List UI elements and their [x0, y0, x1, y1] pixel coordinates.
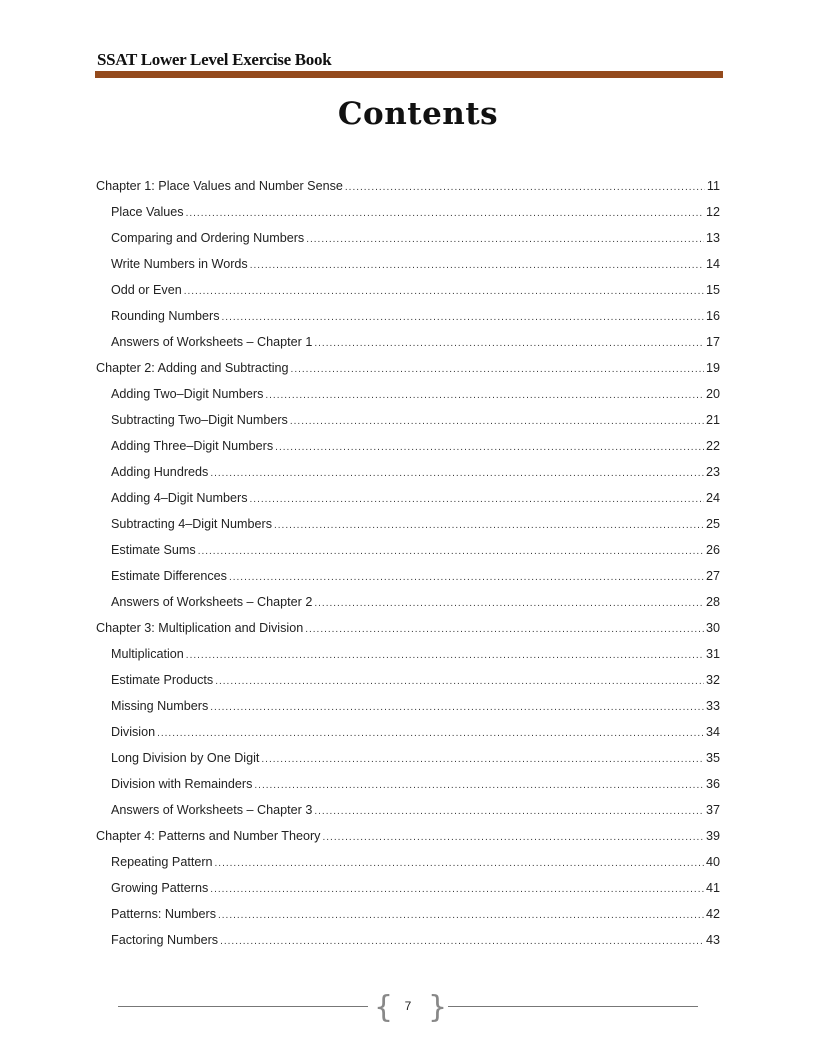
toc-entry-page: 14	[705, 257, 720, 271]
toc-dot-leader	[305, 617, 704, 643]
toc-dot-leader	[184, 279, 704, 305]
toc-section-entry[interactable]	[111, 199, 720, 225]
toc-dot-leader	[210, 695, 704, 721]
toc-entry-label: Answers of Worksheets – Chapter 2	[111, 595, 313, 609]
toc-entry-page: 27	[705, 569, 720, 583]
toc-dot-leader	[290, 409, 704, 435]
toc-dot-leader	[215, 851, 704, 877]
toc-entry-label: Multiplication	[111, 647, 184, 661]
toc-section-entry[interactable]	[111, 719, 720, 745]
toc-section-entry[interactable]	[111, 901, 720, 927]
toc-entry-page: 39	[705, 829, 720, 843]
toc-section-entry[interactable]	[111, 745, 720, 771]
toc-entry-page: 37	[705, 803, 720, 817]
toc-chapter-entry[interactable]	[96, 173, 720, 199]
toc-section-entry[interactable]	[111, 277, 720, 303]
toc-section-entry[interactable]	[111, 433, 720, 459]
toc-dot-leader	[254, 773, 704, 799]
toc-dot-leader	[322, 825, 704, 851]
toc-dot-leader	[265, 383, 704, 409]
toc-entry-label: Estimate Differences	[111, 569, 227, 583]
toc-section-entry[interactable]	[111, 797, 720, 823]
toc-section-entry[interactable]	[111, 693, 720, 719]
toc-entry-label: Answers of Worksheets – Chapter 3	[111, 803, 313, 817]
toc-dot-leader	[222, 305, 704, 331]
toc-entry-label: Estimate Products	[111, 673, 214, 687]
toc-section-entry[interactable]	[111, 251, 720, 277]
toc-dot-leader	[198, 539, 704, 565]
toc-entry-label: Division	[111, 725, 156, 739]
toc-dot-leader	[274, 513, 704, 539]
toc-entry-label: Rounding Numbers	[111, 309, 220, 323]
toc-entry-label: Adding 4–Digit Numbers	[111, 491, 248, 505]
toc-entry-page: 17	[705, 335, 720, 349]
toc-entry-label: Division with Remainders	[111, 777, 253, 791]
toc-entry-page: 22	[705, 439, 720, 453]
toc-entry-page: 35	[705, 751, 720, 765]
toc-entry-page: 42	[705, 907, 720, 921]
toc-entry-page: 41	[705, 881, 720, 895]
footer-bracket-right: }	[428, 990, 448, 1025]
toc-entry-page: 24	[705, 491, 720, 505]
toc-entry-page: 11	[706, 179, 720, 193]
toc-entry-label: Subtracting 4–Digit Numbers	[111, 517, 272, 531]
toc-section-entry[interactable]	[111, 381, 720, 407]
toc-entry-page: 33	[705, 699, 720, 713]
toc-dot-leader	[215, 669, 704, 695]
toc-entry-page: 43	[705, 933, 720, 947]
toc-entry-page: 23	[705, 465, 720, 479]
toc-dot-leader	[210, 461, 704, 487]
toc-entry-label: Chapter 2: Adding and Subtracting	[96, 361, 289, 375]
toc-entry-label: Chapter 1: Place Values and Number Sense	[96, 179, 343, 193]
toc-entry-label: Adding Hundreds	[111, 465, 209, 479]
toc-entry-page: 34	[705, 725, 720, 739]
toc-section-entry[interactable]	[111, 459, 720, 485]
toc-entry-page: 36	[705, 777, 720, 791]
toc-entry-page: 30	[705, 621, 720, 635]
toc-entry-page: 25	[705, 517, 720, 531]
toc-dot-leader	[314, 331, 704, 357]
toc-entry-label: Repeating Pattern	[111, 855, 213, 869]
toc-section-entry[interactable]	[111, 771, 720, 797]
toc-entry-page: 12	[705, 205, 720, 219]
toc-dot-leader	[229, 565, 704, 591]
toc-entry-label: Chapter 3: Multiplication and Division	[96, 621, 304, 635]
toc-entry-page: 28	[705, 595, 720, 609]
header-title: SSAT Lower Level Exercise Book	[97, 50, 332, 69]
toc-section-entry[interactable]	[111, 303, 720, 329]
toc-entry-page: 15	[705, 283, 720, 297]
page-title: Contents	[337, 96, 499, 132]
toc-section-entry[interactable]	[111, 537, 720, 563]
toc-dot-leader	[275, 435, 704, 461]
toc-section-entry[interactable]	[111, 589, 720, 615]
toc-entry-label: Chapter 4: Patterns and Number Theory	[96, 829, 321, 843]
toc-entry-page: 21	[705, 413, 720, 427]
footer-rule-left	[118, 1006, 368, 1007]
toc-dot-leader	[220, 929, 704, 955]
toc-dot-leader	[157, 721, 704, 747]
toc-chapter-entry[interactable]	[96, 355, 720, 381]
toc-entry-page: 16	[705, 309, 720, 323]
toc-entry-label: Write Numbers in Words	[111, 257, 248, 271]
toc-entry-page: 32	[705, 673, 720, 687]
toc-entry-label: Odd or Even	[111, 283, 182, 297]
toc-dot-leader	[210, 877, 704, 903]
toc-entry-page: 13	[705, 231, 720, 245]
page-number: 7	[404, 999, 412, 1013]
toc-dot-leader	[186, 643, 704, 669]
toc-section-entry[interactable]	[111, 485, 720, 511]
toc-section-entry[interactable]	[111, 667, 720, 693]
toc-entry-page: 19	[705, 361, 720, 375]
toc-section-entry[interactable]	[111, 511, 720, 537]
toc-section-entry[interactable]	[111, 225, 720, 251]
toc-entry-page: 26	[705, 543, 720, 557]
toc-dot-leader	[314, 591, 704, 617]
toc-entry-label: Comparing and Ordering Numbers	[111, 231, 305, 245]
toc-entry-label: Adding Two–Digit Numbers	[111, 387, 264, 401]
header-rule	[95, 71, 723, 78]
toc-section-entry[interactable]	[111, 927, 720, 953]
toc-entry-label: Missing Numbers	[111, 699, 209, 713]
toc-entry-page: 31	[705, 647, 720, 661]
toc-section-entry[interactable]	[111, 849, 720, 875]
toc-dot-leader	[250, 487, 704, 513]
footer-bracket-left: {	[374, 990, 394, 1025]
toc-section-entry[interactable]	[111, 407, 720, 433]
toc-dot-leader	[218, 903, 704, 929]
toc-chapter-entry[interactable]	[96, 615, 720, 641]
toc-dot-leader	[250, 253, 704, 279]
toc-dot-leader	[291, 357, 704, 383]
toc-entry-label: Subtracting Two–Digit Numbers	[111, 413, 288, 427]
toc-dot-leader	[314, 799, 704, 825]
toc-section-entry[interactable]	[111, 641, 720, 667]
toc-dot-leader	[261, 747, 704, 773]
toc-entry-page: 20	[705, 387, 720, 401]
toc-dot-leader	[186, 201, 704, 227]
toc-dot-leader	[345, 175, 705, 201]
toc-section-entry[interactable]	[111, 563, 720, 589]
footer-rule-right	[448, 1006, 698, 1007]
toc-entry-label: Long Division by One Digit	[111, 751, 260, 765]
toc-section-entry[interactable]	[111, 875, 720, 901]
toc-entry-page: 40	[705, 855, 720, 869]
toc-entry-label: Adding Three–Digit Numbers	[111, 439, 274, 453]
toc-chapter-entry[interactable]	[96, 823, 720, 849]
toc-entry-label: Answers of Worksheets – Chapter 1	[111, 335, 313, 349]
toc-entry-label: Patterns: Numbers	[111, 907, 216, 921]
toc-entry-label: Place Values	[111, 205, 184, 219]
toc-dot-leader	[306, 227, 704, 253]
toc-entry-label: Factoring Numbers	[111, 933, 219, 947]
toc-section-entry[interactable]	[111, 329, 720, 355]
toc-entry-label: Estimate Sums	[111, 543, 196, 557]
toc-entry-label: Growing Patterns	[111, 881, 209, 895]
